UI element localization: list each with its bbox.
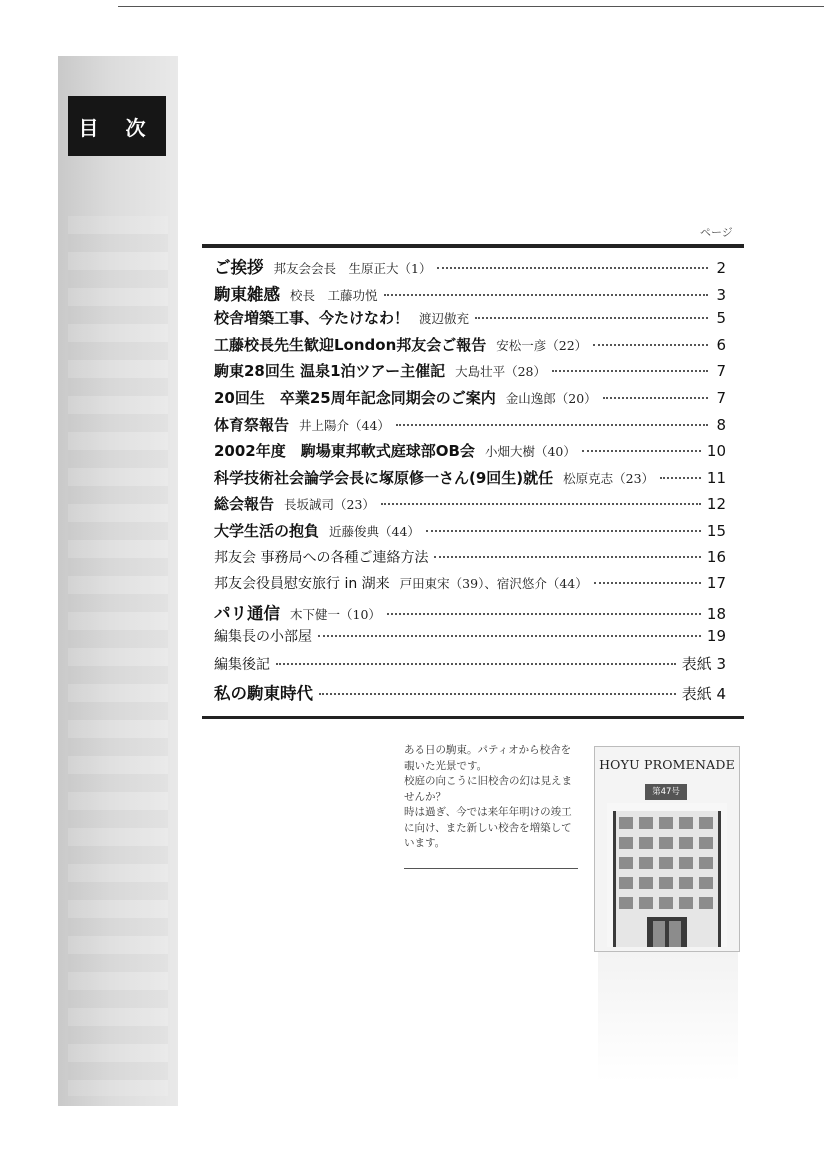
toc-leader-dots xyxy=(319,693,676,695)
toc-entry xyxy=(214,493,726,520)
sidebar-panel xyxy=(58,56,178,1106)
caption-line: ある日の駒東。パティオから校舎を xyxy=(404,744,572,756)
toc-entry-author: 渡辺傲充 xyxy=(419,311,470,327)
toc-entry xyxy=(214,467,726,494)
toc-leader-dots xyxy=(475,317,708,319)
building-window xyxy=(679,877,693,889)
building-window xyxy=(679,857,693,869)
background-faded-text xyxy=(598,952,738,1082)
sidebar-watermark-texture xyxy=(68,216,168,1096)
toc-entry xyxy=(214,334,726,361)
caption-line: せんか？ xyxy=(404,790,446,803)
toc-entry xyxy=(214,440,726,467)
building-window xyxy=(619,897,633,909)
building-window xyxy=(659,877,673,889)
building-window xyxy=(679,837,693,849)
caption-line: 時は過ぎ、今では来年年明けの竣工 xyxy=(404,806,572,818)
toc-entry-author: 金山逸郎（20） xyxy=(505,390,597,406)
toc-leader-dots xyxy=(396,424,708,426)
building-pillar xyxy=(718,811,721,947)
toc-entry-author: 木下健一（10） xyxy=(290,606,381,622)
toc-entry-title: 20回生 卒業25周年記念同期会のご案内 xyxy=(214,388,496,407)
building-window xyxy=(619,837,633,849)
school-building-photo xyxy=(607,803,727,947)
toc-entry-author: 大島壮平（28） xyxy=(455,364,546,380)
page-column-label: ページ xyxy=(700,226,733,239)
toc-entry-title: 総会報告 xyxy=(214,495,275,514)
toc-entry-title: 邦友会 事務局への各種ご連絡方法 xyxy=(214,549,429,566)
building-window xyxy=(679,817,693,829)
top-edge-line xyxy=(118,6,824,7)
toc-entry-page: 6 xyxy=(716,335,726,354)
toc-entry-author: 戸田東宋（39）、宿沢悠介（44） xyxy=(399,576,588,592)
toc-entry-author: 安松一彦（22） xyxy=(496,337,588,353)
toc-leader-dots xyxy=(434,556,700,558)
building-window xyxy=(659,857,673,869)
toc-leader-dots xyxy=(384,294,708,296)
toc-entry-page: 10 xyxy=(706,442,726,461)
toc-entry xyxy=(214,573,726,600)
toc-entry-page: 19 xyxy=(706,627,726,646)
toc-leader-dots xyxy=(582,450,701,452)
toc-entry-author: 校長 工藤功悦 xyxy=(290,287,378,303)
toc-entry-title: 私の駒東時代 xyxy=(214,683,313,703)
building-window xyxy=(699,877,713,889)
cover-issue-badge: 第47号 xyxy=(645,784,687,800)
toc-entry-page: 7 xyxy=(716,362,726,381)
toc-leader-dots xyxy=(594,582,701,584)
toc-heading-block xyxy=(68,96,166,156)
toc-entry-title: パリ通信 xyxy=(214,603,280,623)
building-window xyxy=(619,857,633,869)
toc-entry-page: 表紙 4 xyxy=(681,684,726,703)
toc-entry-title: 編集後記 xyxy=(214,656,270,673)
toc-entry-title: ご挨拶 xyxy=(214,258,264,277)
toc-entry-page: 2 xyxy=(716,259,726,277)
toc-entry xyxy=(214,626,726,653)
toc-entry xyxy=(214,520,726,547)
toc-leader-dots xyxy=(318,635,701,637)
toc-top-rule xyxy=(202,244,744,248)
toc-entry-author: 近藤俊典（44） xyxy=(329,523,420,539)
building-window xyxy=(699,897,713,909)
toc-heading: 目 次 xyxy=(78,115,156,140)
entrance-door xyxy=(669,921,681,947)
caption-underline xyxy=(404,868,578,869)
toc-entry xyxy=(214,653,726,680)
cover-title: HOYU PROMENADE xyxy=(599,757,735,772)
photo-caption xyxy=(404,743,580,852)
toc-entry-title: 大学生活の抱負 xyxy=(214,521,320,540)
toc-entry-author: 井上陽介（44） xyxy=(299,417,390,433)
building-window xyxy=(639,837,653,849)
toc-leader-dots xyxy=(387,613,701,615)
toc-entry-title: 工藤校長先生歓迎London邦友会ご報告 xyxy=(214,335,487,354)
toc-entry xyxy=(214,360,726,387)
building-window xyxy=(619,877,633,889)
toc-entry-page: 5 xyxy=(716,309,726,328)
toc-leader-dots xyxy=(603,397,708,399)
toc-entry-title: 駒東28回生 温泉1泊ツアー主催記 xyxy=(214,362,446,381)
toc-entry-page: 表紙 3 xyxy=(681,654,726,673)
toc-bottom-rule xyxy=(202,716,744,719)
toc-leader-dots xyxy=(552,370,708,372)
toc-leader-dots xyxy=(593,344,708,346)
building-window xyxy=(639,817,653,829)
toc-entry-author: 小畑大樹（40） xyxy=(484,444,576,460)
toc-entry-page: 3 xyxy=(716,285,726,304)
toc-entry xyxy=(214,387,726,414)
caption-line: に向け、また新しい校舎を増築して xyxy=(404,821,572,834)
building-window xyxy=(639,857,653,869)
toc-entry xyxy=(214,600,726,627)
toc-entry-page: 15 xyxy=(706,521,726,540)
toc-entry-page: 12 xyxy=(706,495,726,514)
toc-entry-page: 7 xyxy=(716,388,726,407)
toc-leader-dots xyxy=(426,530,701,532)
toc-entry-title: 校舎増築工事、今たけなわ！ xyxy=(214,309,410,328)
toc-entry-author: 松原克志（23） xyxy=(563,470,655,486)
caption-line: 校庭の向こうに旧校舎の幻は見えま xyxy=(404,775,572,787)
building-window xyxy=(679,897,693,909)
toc-entry-page: 17 xyxy=(706,574,726,593)
toc-entry-author: 長坂誠司（23） xyxy=(284,497,375,513)
building-window xyxy=(659,817,673,829)
toc-entry-title: 科学技術社会論学会長に塚原修一さん(9回生)就任 xyxy=(214,468,554,487)
building-window xyxy=(659,897,673,909)
toc-entry xyxy=(214,254,726,281)
toc-entry xyxy=(214,680,726,707)
toc-leader-dots xyxy=(660,477,701,479)
toc-entry xyxy=(214,547,726,574)
toc-entry-title: 編集長の小部屋 xyxy=(214,629,312,646)
toc-entry-page: 16 xyxy=(706,547,726,566)
toc-entry-title: 邦友会役員慰安旅行 in 湖来 xyxy=(214,576,390,593)
toc-entry-page: 8 xyxy=(716,415,726,434)
table-of-contents xyxy=(214,254,726,706)
toc-leader-dots xyxy=(381,503,701,505)
toc-entry xyxy=(214,307,726,334)
toc-entry xyxy=(214,281,726,308)
magazine-cover xyxy=(594,746,740,952)
building-window xyxy=(619,817,633,829)
toc-entry-page: 18 xyxy=(706,604,726,623)
caption-line: 覗いた光景です。 xyxy=(404,759,488,772)
toc-entry xyxy=(214,414,726,441)
building-window xyxy=(699,857,713,869)
caption-line: います。 xyxy=(404,837,446,849)
building-window xyxy=(639,877,653,889)
toc-entry-author: 邦友会会長 生原正大（1） xyxy=(273,261,432,276)
building-window xyxy=(659,837,673,849)
building-window xyxy=(699,817,713,829)
toc-leader-dots xyxy=(437,267,708,269)
toc-entry-page: 11 xyxy=(706,468,726,487)
building-pillar xyxy=(613,811,616,947)
toc-entry-title: 2002年度 駒場東邦軟式庭球部OB会 xyxy=(214,442,475,461)
building-window xyxy=(639,897,653,909)
entrance-door xyxy=(653,921,665,947)
building-window xyxy=(699,837,713,849)
toc-entry-title: 駒東雑感 xyxy=(214,284,280,304)
toc-entry-title: 体育祭報告 xyxy=(214,415,290,434)
toc-leader-dots xyxy=(276,663,676,665)
